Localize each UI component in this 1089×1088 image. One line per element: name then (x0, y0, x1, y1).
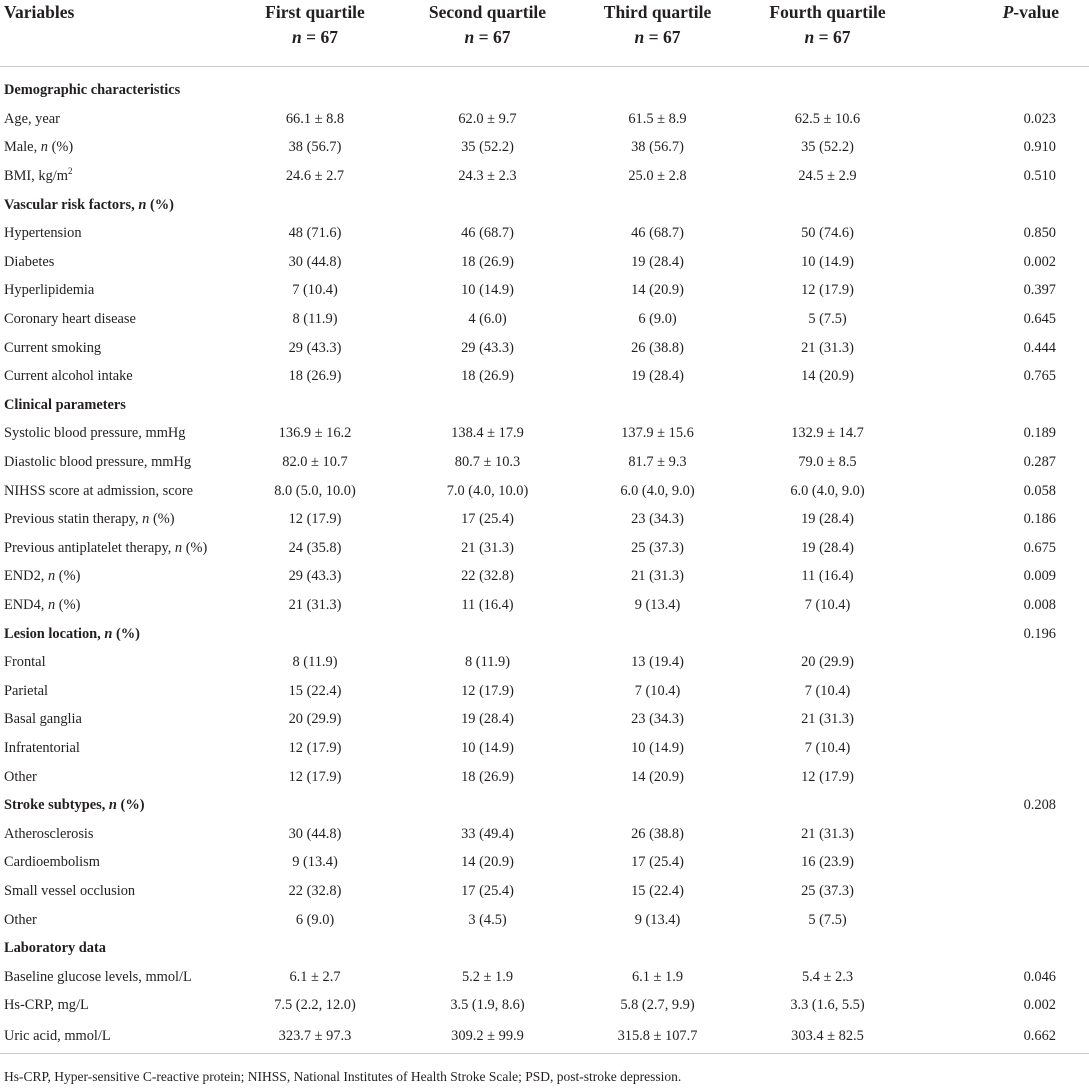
section-row (0, 191, 1089, 220)
table-row: Male, n (%) 38 (56.7) 35 (52.2) 38 (56.7) 35 (52.2) 0.910 (4, 139, 1056, 156)
table-row: Infratentorial 12 (17.9) 10 (14.9) 10 (14.9) 7 (10.4) (4, 739, 851, 756)
table-row: NIHSS score at admission, score 8.0 (5.0, 10.0) 7.0 (4.0, 10.0) 6.0 (4.0, 9.0) 6.0 (4.0, 9.0) 0.058 (4, 482, 1056, 499)
section-row: Stroke subtypes, n (%) 0.208 (0, 791, 1089, 820)
section-row (0, 934, 1089, 963)
header-fourth-quartile: Fourth quartile n = 67 (730, 0, 925, 67)
header-p-value: P-value (925, 0, 1089, 67)
table-row: Atherosclerosis 30 (44.8) 33 (49.4) 26 (38.8) 21 (31.3) (4, 825, 854, 842)
table-row: Other 6 (9.0) 3 (4.5) 9 (13.4) 5 (7.5) (4, 911, 847, 928)
table-row: Other 12 (17.9) 18 (26.9) 14 (20.9) 12 (17.9) (4, 768, 854, 785)
section-vascular: Vascular risk factors, n (%) (4, 196, 174, 213)
header-variables: Variables (0, 0, 240, 67)
section-demographic: Demographic characteristics (4, 82, 181, 99)
table-row: Hyperlipidemia 7 (10.4) 10 (14.9) 14 (20.9) 12 (17.9) 0.397 (4, 282, 1056, 299)
table-row: Coronary heart disease 8 (11.9) 4 (6.0) 6 (9.0) 5 (7.5) 0.645 (4, 311, 1056, 328)
table-row: BMI, $kg/m^2$ 24.6 ± 2.7 24.3 ± 2.3 25.0 ± 2.8 24.5 ± 2.9 0.510 (4, 166, 1056, 185)
table-row: Current alcohol intake 18 (26.9) 18 (26.9) 19 (28.4) 14 (20.9) 0.765 (4, 368, 1056, 385)
section-stroke-subtypes: Stroke subtypes, n (%) (4, 797, 145, 814)
table-footnote: Hs-CRP, Hyper-sensitive C-reactive protein; NIHSS, National Institutes of Health Stroke Scale; PSD, post-stroke depression. (4, 1069, 682, 1084)
table-row: Diastolic blood pressure, mmHg 82.0 ± 10.7 80.7 ± 10.3 81.7 ± 9.3 79.0 ± 8.5 0.287 (4, 454, 1056, 471)
table-row: Basal ganglia 20 (29.9) 19 (28.4) 23 (34.3) 21 (31.3) (4, 711, 854, 728)
table-row: Frontal 8 (11.9) 8 (11.9) 13 (19.4) 20 (29.9) (4, 654, 854, 671)
table-body (0, 67, 1089, 1054)
header-first-quartile: First quartile n = 67 (240, 0, 390, 67)
table-row: Previous antiplatelet therapy, n (%) 24 (35.8) 21 (31.3) 25 (37.3) 19 (28.4) 0.675 (4, 539, 1056, 556)
table-row: Age, year 66.1 ± 8.8 62.0 ± 9.7 61.5 ± 8.9 62.5 ± 10.6 0.023 (4, 110, 1056, 127)
table-row: Cardioembolism 9 (13.4) 14 (20.9) 17 (25.4) 16 (23.9) (4, 854, 854, 871)
table-row: Systolic blood pressure, mmHg 136.9 ± 16.2 138.4 ± 17.9 137.9 ± 15.6 132.9 ± 14.7 0.189 (4, 425, 1056, 442)
section-row: Lesion location, n (%) 0.196 (0, 620, 1089, 649)
table-row: Parietal 15 (22.4) 12 (17.9) 7 (10.4) 7 (10.4) (4, 682, 851, 699)
table-row: Previous statin therapy, n (%) 12 (17.9) 17 (25.4) 23 (34.3) 19 (28.4) 0.186 (4, 511, 1056, 528)
section-clinical: Clinical parameters (4, 396, 126, 413)
table-row: Hypertension 48 (71.6) 46 (68.7) 46 (68.7) 50 (74.6) 0.850 (4, 225, 1056, 242)
section-laboratory: Laboratory data (4, 940, 106, 957)
section-row (0, 77, 1089, 106)
section-row (0, 391, 1089, 420)
header-second-quartile: Second quartile n = 67 (390, 0, 585, 67)
header-third-quartile: Third quartile n = 67 (585, 0, 730, 67)
table-row: Diabetes 30 (44.8) 18 (26.9) 19 (28.4) 10 (14.9) 0.002 (4, 253, 1056, 270)
table-row: Hs-CRP, mg/L 7.5 (2.2, 12.0) 3.5 (1.9, 8.6) 5.8 (2.7, 9.9) 3.3 (1.6, 5.5) 0.002 (4, 997, 1056, 1014)
table-row: END4, n (%) 21 (31.3) 11 (16.4) 9 (13.4) 7 (10.4) 0.008 (4, 596, 1056, 613)
table-row: Uric acid, mmol/L 323.7 ± 97.3 309.2 ± 99.9 315.8 ± 107.7 303.4 ± 82.5 0.662 (0, 1020, 1089, 1054)
section-lesion: Lesion location, n (%) (4, 625, 140, 642)
table-header (0, 0, 1089, 67)
table-row: Baseline glucose levels, mmol/L 6.1 ± 2.7 5.2 ± 1.9 6.1 ± 1.9 5.4 ± 2.3 0.046 (4, 968, 1056, 985)
table-row: Small vessel occlusion 22 (32.8) 17 (25.4) 15 (22.4) 25 (37.3) (4, 882, 854, 899)
table-row: Current smoking 29 (43.3) 29 (43.3) 26 (38.8) 21 (31.3) 0.444 (4, 339, 1056, 356)
table-row: END2, n (%) 29 (43.3) 22 (32.8) 21 (31.3) 11 (16.4) 0.009 (4, 568, 1056, 585)
